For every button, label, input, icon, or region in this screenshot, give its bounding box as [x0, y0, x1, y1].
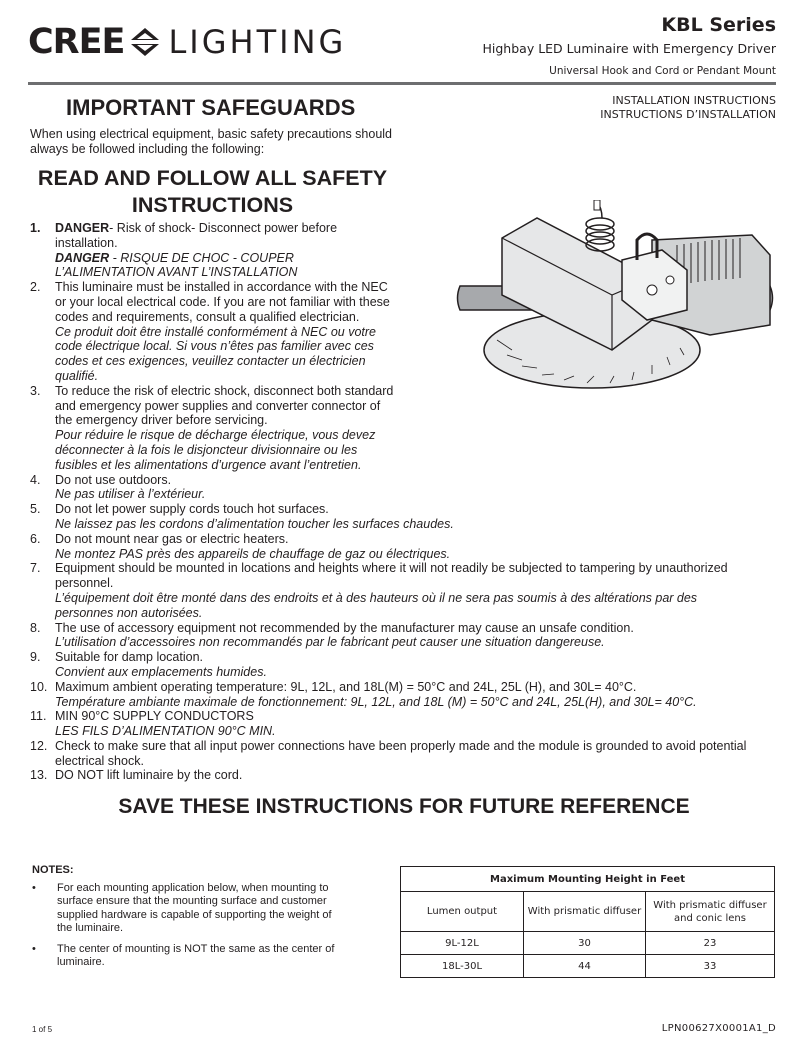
mount-type: Universal Hook and Cord or Pendant Mount	[549, 65, 776, 77]
cree-lighting-logo	[28, 20, 346, 64]
header-rule	[28, 82, 776, 85]
document-number: LPN00627X0001A1_D	[661, 1023, 776, 1034]
notes-heading: NOTES:	[32, 864, 74, 876]
list-item	[30, 384, 750, 473]
danger-label: DANGER	[55, 221, 110, 235]
note-text: The center of mounting is NOT the same as the center of luminaire.	[57, 943, 335, 969]
item-number: 4.	[30, 472, 41, 487]
item-text-en: To reduce the risk of electric shock, disconnect both standard and emergency power supplies and converter connector of the emergency driver before servicing.	[55, 383, 394, 428]
list-item	[30, 221, 750, 280]
item-text-fr: Ne laissez pas les cordons d’alimentation toucher les surfaces chaudes.	[55, 516, 454, 531]
danger-label-fr: DANGER	[55, 250, 110, 265]
table-cell: 44	[524, 955, 646, 978]
table-cell: 9L-12L	[401, 932, 524, 955]
item-text-fr: L’utilisation d’accessoires non recommandés par le fabricant peut causer une situation dangereuse.	[55, 635, 605, 650]
product-series-title: KBL Series	[661, 14, 776, 36]
item-text-fr: - RISQUE DE CHOC - COUPER L’ALIMENTATION AVANT L’INSTALLATION	[55, 250, 298, 280]
item-number: 10.	[30, 679, 48, 694]
list-item	[30, 473, 750, 503]
page-number: 1 of 5	[32, 1025, 53, 1034]
item-text-en: Equipment should be mounted in locations and heights where it will not readily be subjected to tampering by unauthorized personnel.	[55, 561, 728, 591]
table-row	[401, 955, 775, 978]
bullet: •	[32, 943, 36, 956]
item-number: 13.	[30, 768, 48, 783]
important-safeguards-heading: IMPORTANT SAFEGUARDS	[66, 95, 356, 120]
instructions-fr: INSTRUCTIONS D’INSTALLATION	[600, 108, 776, 121]
item-text-fr: LES FILS D’ALIMENTATION 90°C MIN.	[55, 724, 276, 739]
list-item	[30, 280, 750, 384]
item-number: 7.	[30, 561, 41, 576]
item-text-en: DO NOT lift luminaire by the cord.	[55, 768, 243, 783]
item-text-fr: Ce produit doit être installé conformément à NEC ou votre code électrique local. Si vous n’êtes pas familier avec ces codes et ces exigences, veuillez contacter un électricien qualifié.	[55, 324, 376, 383]
item-number: 6.	[30, 531, 41, 546]
note-item	[32, 943, 342, 970]
table-cell: 30	[524, 932, 646, 955]
item-text-fr: Ne pas utiliser à l’extérieur.	[55, 487, 206, 502]
item-text-en: Do not use outdoors.	[55, 472, 172, 487]
note-text: For each mounting application below, when mounting to surface ensure that the mounting surface and customer supplied hardware is capable of supporting the weight of the luminaire.	[57, 882, 332, 934]
product-subtitle: Highbay LED Luminaire with Emergency Driver	[482, 41, 776, 56]
item-text-en: The use of accessory equipment not recommended by the manufacturer may cause an unsafe condition.	[55, 620, 634, 635]
bullet: •	[32, 882, 36, 894]
item-text-en: Do not mount near gas or electric heaters.	[55, 531, 289, 546]
table-cell: 23	[646, 932, 775, 955]
list-item	[30, 502, 750, 532]
column-header: With prismatic diffuser	[524, 892, 646, 932]
read-follow-heading: READ AND FOLLOW ALL SAFETY INSTRUCTIONS	[37, 166, 388, 217]
item-text-en: Suitable for damp location.	[55, 650, 204, 665]
item-number: 5.	[30, 502, 41, 517]
item-number: 11.	[30, 709, 47, 724]
column-header: Lumen output	[401, 892, 524, 932]
cree-chevron-logo-icon	[130, 27, 160, 57]
item-text-en: Maximum ambient operating temperature: 9L, 12L, and 18L(M) = 50°C and 24L, 25L (H), and 30L= 40°C.	[55, 679, 637, 694]
item-text-en: MIN 90°C SUPPLY CONDUCTORS	[55, 709, 254, 724]
safety-instructions-list	[30, 221, 750, 783]
logo-lighting-text: LIGHTING	[168, 23, 347, 61]
item-text-en: - Risk of shock- Disconnect power before installation.	[55, 221, 338, 250]
item-text-en: This luminaire must be installed in accordance with the NEC or your local electrical code. If you are not familiar with these codes and requirements, consult a qualified electrician.	[55, 280, 390, 324]
table-row	[401, 932, 775, 955]
item-number: 1.	[30, 221, 41, 235]
item-text-fr: Pour réduire le risque de décharge électrique, vous devez déconnecter à la fois le disjoncteur divisionnaire ou les fusibles et les alimentations d’urgence avant l’entretien.	[55, 428, 376, 472]
list-item	[30, 709, 750, 739]
instructions-en: INSTALLATION INSTRUCTIONS	[612, 94, 776, 107]
item-text-fr: Température ambiante maximale de fonctionnement: 9L, 12L, and 18L (M) = 50°C and 24L, 25L(H), and 30L= 40°C.	[55, 694, 697, 709]
save-instructions-heading: SAVE THESE INSTRUCTIONS FOR FUTURE REFERENCE	[118, 795, 690, 818]
item-number: 2.	[30, 280, 41, 295]
item-text-fr: L’équipement doit être monté dans des endroits et à des hauteurs où il ne sera pas soumis à des altérations par des personnes non autorisées.	[55, 590, 698, 620]
table-header-row	[401, 892, 775, 932]
list-item	[30, 532, 750, 562]
item-number: 12.	[30, 738, 48, 753]
column-header: With prismatic diffuser and conic lens	[646, 892, 775, 932]
table-cell: 18L-30L	[401, 955, 524, 978]
mounting-height-table	[400, 866, 775, 978]
list-item	[30, 768, 750, 783]
list-item	[30, 621, 750, 651]
notes-list	[32, 882, 342, 978]
list-item	[30, 680, 750, 710]
safeguards-intro: When using electrical equipment, basic safety precautions should always be followed including the following:	[30, 127, 393, 156]
list-item	[30, 650, 750, 680]
item-text-fr: Ne montez PAS près des appareils de chauffage de gaz ou électriques.	[55, 546, 451, 561]
installation-instructions-label	[600, 94, 776, 122]
item-number: 8.	[30, 620, 41, 635]
item-text-en: Check to make sure that all input power connections have been properly made and the module is grounded to avoid potential electrical shock.	[55, 738, 747, 768]
list-item	[30, 739, 750, 769]
list-item	[30, 561, 750, 620]
item-number: 9.	[30, 650, 41, 665]
item-number: 3.	[30, 383, 41, 398]
item-text-fr: Convient aux emplacements humides.	[55, 664, 267, 679]
table-caption: Maximum Mounting Height in Feet	[401, 867, 775, 892]
table-cell: 33	[646, 955, 775, 978]
item-text-en: Do not let power supply cords touch hot surfaces.	[55, 502, 329, 517]
note-item	[32, 882, 342, 935]
logo-cree-text: CREE	[28, 22, 125, 62]
